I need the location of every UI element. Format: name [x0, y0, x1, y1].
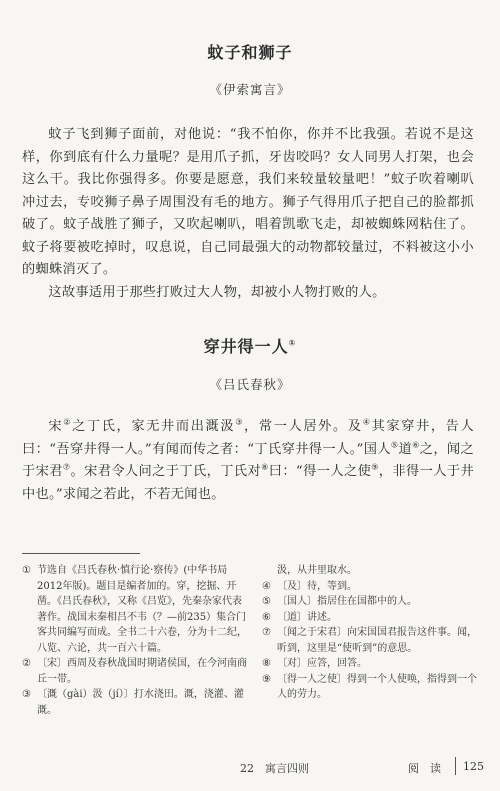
footnote-ref-9: ⑨ [371, 462, 379, 472]
story2-title-text: 穿井得一人 [203, 337, 289, 356]
footnote-ref-1: ① [288, 338, 297, 348]
footnote-marker: ⑧ [262, 658, 271, 669]
footnote-text: 〔国人〕指居住在国都中的人。 [277, 596, 417, 607]
footnote-4 [262, 579, 482, 595]
footnote-text: 〔闻之于宋君〕向宋国国君报告这件事。闻，听到，这里是“使听到”的意思。 [277, 627, 477, 654]
story1-title: 蚊子和狮子 [207, 43, 293, 62]
story2-text: ，常一人居外。及 [244, 419, 363, 434]
footnote-ref-6: ⑥ [412, 440, 420, 450]
story2-title [0, 334, 500, 357]
footnote-8 [262, 656, 482, 672]
story2-text: 之丁氏，家无井而出溉汲 [72, 419, 236, 434]
footnote-1 [22, 563, 248, 656]
page-number: 125 [463, 760, 484, 773]
footnote-text: 〔得一人之使〕得到一个人使唤，指得到一个人的劳力。 [277, 673, 477, 700]
footnote-text: 〔宋〕西周及春秋战国时期诸侯国，在今河南商丘一带。 [37, 658, 247, 685]
story1-paragraph-2: 这故事适用于那些打败过大人物，却被小人物打败的人。 [48, 284, 386, 300]
footnote-text: 〔溉（gài）汲（jí）〕打水浇田。溉，浇灌、灌溉。 [37, 689, 244, 716]
footnote-divider [22, 553, 140, 554]
footnote-ref-8: ⑧ [261, 462, 269, 472]
story2-text: 道 [398, 441, 413, 457]
footnote-7 [262, 625, 482, 656]
footnote-ref-4: ④ [362, 417, 372, 427]
footnote-marker: ⑨ [262, 673, 271, 685]
footnote-text: 〔道〕讲述。 [277, 611, 337, 623]
footnote-text: 节选自《吕氏春秋·慎行论·察传》(中华书局2012年版)。题目是编者加的。穿，挖掘、开凿。《吕氏春秋》，又称《吕览》，先秦杂家代表著作。战国末秦相吕不韦（？—前235）集合门客共同编写而成。全书二十六卷，分为十二纪，八览、六论，共一百六十篇。 [37, 565, 247, 654]
footnotes-right-column [262, 563, 482, 703]
footer-divider [455, 757, 456, 775]
footnote-ref-2: ② [63, 417, 73, 427]
story2-source: 《吕氏春秋》 [209, 377, 291, 392]
footnotes-left-column [22, 563, 248, 718]
story2-paragraph [22, 416, 474, 506]
footnote-text: 〔对〕应答，回答。 [277, 658, 367, 669]
footnote-2 [22, 656, 248, 687]
story2-text: 宋 [48, 419, 64, 434]
footnote-ref-5: ⑤ [390, 440, 399, 450]
story1-body [22, 124, 474, 304]
footnote-marker: ④ [262, 580, 271, 592]
story1-paragraph-1: 蚊子飞到狮子面前，对他说：“我不怕你，你并不比我强。若说不是这样，你到底有什么力量呢？是用爪子抓，牙齿咬吗？女人同男人打架，也会这么干。我比你强得多。你要是愿意，我们来较量较量吧！”蚊子吹着喇叭冲过去，专咬狮子鼻子周围没有毛的地方。狮子气得用爪子把自己的脸都抓破了。蚊子战胜了狮子，又吹起喇叭，唱着凯歌飞走，却被蜘蛛网粘住了。蚊子将要被吃掉时，叹息说，自己同最强大的动物都较量过，不料被这小小的蜘蛛消灭了。 [22, 127, 474, 277]
footer-section-label: 阅 读 [408, 762, 441, 775]
footnote-6 [262, 610, 482, 626]
story2-body [22, 416, 474, 506]
footnote-ref-7: ⑦ [62, 462, 71, 472]
story2-text: 曰：“得一人之使 [268, 464, 372, 479]
footnote-text: 〔及〕待，等到。 [277, 580, 357, 592]
footnote-3-continued: 汲，从井里取水。 [277, 565, 357, 576]
footnote-marker: ⑤ [262, 596, 271, 607]
story2-text: 之，闻之于宋君 [22, 441, 474, 479]
footnote-3 [22, 687, 248, 718]
footnote-marker: ① [22, 565, 31, 576]
footnote-marker: ⑦ [262, 627, 271, 638]
footnote-marker: ② [22, 658, 31, 669]
story1-source: 《伊索寓言》 [209, 82, 291, 97]
story2-text: 其家穿井，告人曰：“吾穿井得一人。”有闻而传之者：“丁氏穿井得一人。”国人 [22, 419, 474, 457]
story2-text: 。宋君令人问之于丁氏，丁氏对 [70, 464, 262, 479]
footnote-marker: ③ [22, 689, 31, 700]
footnote-marker: ⑥ [262, 611, 271, 623]
footer-unit-label: 22 寓言四则 [240, 762, 309, 775]
footnote-5 [262, 594, 482, 610]
story2-text: ，非得一人于井中也。”求闻之若此，不若无闻也。 [22, 464, 474, 502]
footnote-ref-3: ③ [235, 417, 245, 427]
footnote-9 [262, 672, 482, 703]
